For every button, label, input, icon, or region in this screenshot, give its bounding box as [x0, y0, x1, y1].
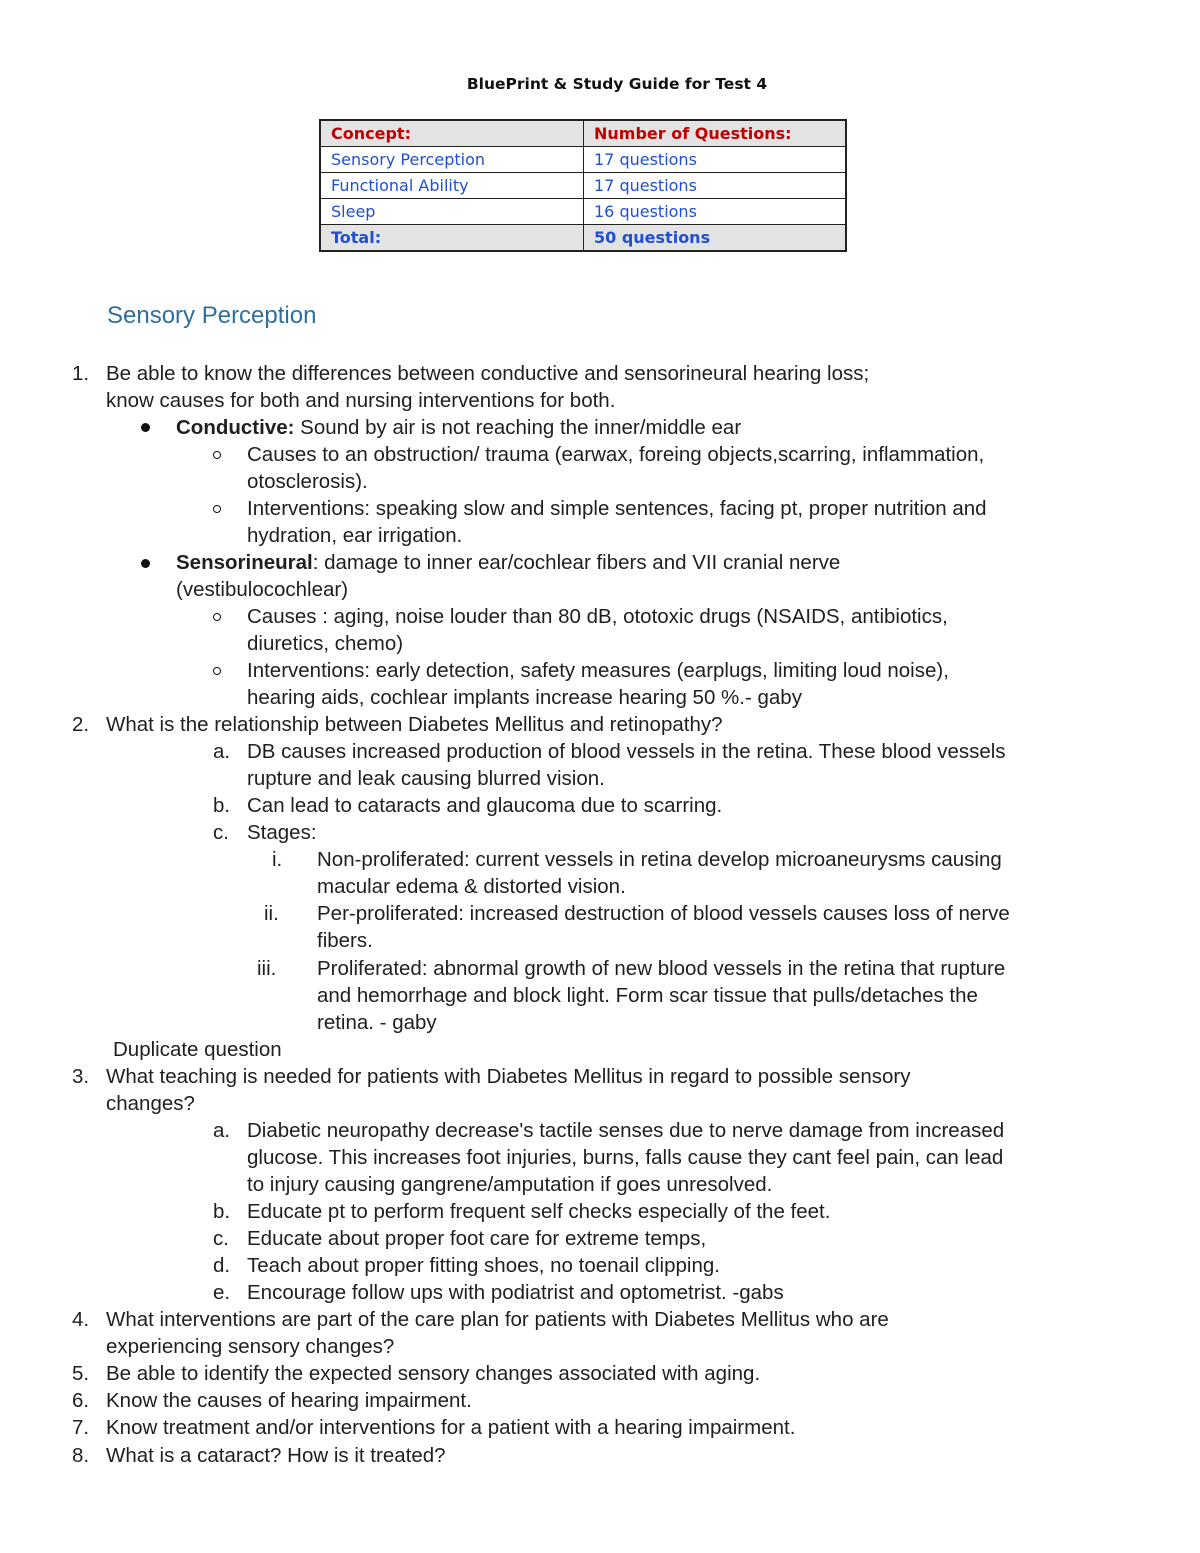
table-total-value: 50 questions: [584, 225, 847, 252]
sensorineural-text: (vestibulocochlear): [176, 578, 349, 601]
question-5-text: Be able to identify the expected sensory changes associated with aging.: [106, 1362, 761, 1385]
list-marker: 7.: [72, 1416, 90, 1439]
sensorineural-causes: diuretics, chemo): [247, 632, 404, 655]
table-cell-questions: 17 questions: [584, 147, 847, 173]
sensorineural-causes: Causes : aging, noise louder than 80 dB, ototoxic drugs (NSAIDS, antibiotics,: [247, 605, 948, 628]
table-cell-concept: Functional Ability: [320, 173, 584, 199]
sensorineural-text: : damage to inner ear/cochlear fibers and VII cranial nerve: [312, 551, 841, 574]
table-header-row: [320, 120, 846, 147]
bullet-icon: [141, 559, 150, 568]
list-item: Stages:: [247, 821, 317, 844]
list-item: rupture and leak causing blurred vision.: [247, 767, 605, 790]
list-item: to injury causing gangrene/amputation if goes unresolved.: [247, 1173, 773, 1196]
list-item: Encourage follow ups with podiatrist and optometrist. -gabs: [247, 1281, 784, 1304]
table-row: [320, 173, 846, 199]
conductive-label: Conductive:: [176, 416, 295, 439]
table-total-label: Total:: [320, 225, 584, 252]
list-item: Educate pt to perform frequent self checks especially of the feet.: [247, 1200, 831, 1223]
table-total-row: [320, 225, 846, 252]
duplicate-note: Duplicate question: [113, 1038, 282, 1061]
list-marker: 2.: [72, 713, 90, 736]
circle-bullet-icon: [213, 667, 221, 675]
bullet-conductive: [176, 415, 741, 441]
table-cell-questions: 16 questions: [584, 199, 847, 225]
table-cell-questions: 17 questions: [584, 173, 847, 199]
bullet-sensorineural: [176, 550, 840, 576]
conductive-causes: Causes to an obstruction/ trauma (earwax, foreing objects,scarring, inflammation,: [247, 443, 985, 466]
list-marker: d.: [213, 1254, 231, 1277]
page-title: BluePrint & Study Guide for Test 4: [466, 75, 768, 93]
conductive-text: Sound by air is not reaching the inner/middle ear: [294, 416, 742, 439]
question-3-text: What teaching is needed for patients with Diabetes Mellitus in regard to possible sensory: [106, 1065, 911, 1088]
question-1-text: Be able to know the differences between conductive and sensorineural hearing loss;: [106, 362, 870, 385]
table-header-concept: Concept:: [320, 120, 584, 147]
list-marker: c.: [213, 821, 229, 844]
list-marker: i.: [272, 848, 283, 871]
table-cell-concept: Sleep: [320, 199, 584, 225]
question-1-text: know causes for both and nursing interventions for both.: [106, 389, 616, 412]
bullet-icon: [141, 423, 150, 432]
circle-bullet-icon: [213, 613, 221, 621]
list-item: DB causes increased production of blood vessels in the retina. These blood vessels: [247, 740, 1006, 763]
question-3-text: changes?: [106, 1092, 195, 1115]
list-marker: b.: [213, 794, 231, 817]
list-item: Proliferated: abnormal growth of new blood vessels in the retina that rupture: [317, 957, 1006, 980]
list-marker: b.: [213, 1200, 231, 1223]
list-marker: 4.: [72, 1308, 90, 1331]
question-2-text: What is the relationship between Diabetes Mellitus and retinopathy?: [106, 713, 723, 736]
conductive-interventions: Interventions: speaking slow and simple sentences, facing pt, proper nutrition and: [247, 497, 987, 520]
sensorineural-interventions: hearing aids, cochlear implants increase hearing 50 %.- gaby: [247, 686, 802, 709]
list-item: glucose. This increases foot injuries, burns, falls cause they cant feel pain, can lead: [247, 1146, 1004, 1169]
section-heading: Sensory Perception: [107, 302, 317, 329]
question-4-text: What interventions are part of the care plan for patients with Diabetes Mellitus who are: [106, 1308, 889, 1331]
list-marker: a.: [213, 1119, 231, 1142]
list-marker: 1.: [72, 362, 90, 385]
sensorineural-label: Sensorineural: [176, 551, 313, 574]
list-marker: ii.: [264, 902, 279, 925]
list-marker: e.: [213, 1281, 231, 1304]
list-marker: iii.: [257, 957, 277, 980]
list-item: retina. - gaby: [317, 1011, 437, 1034]
list-item: and hemorrhage and block light. Form scar tissue that pulls/detaches the: [317, 984, 978, 1007]
list-item: macular edema & distorted vision.: [317, 875, 626, 898]
question-8-text: What is a cataract? How is it treated?: [106, 1444, 446, 1467]
table-row: [320, 199, 846, 225]
question-4-text: experiencing sensory changes?: [106, 1335, 395, 1358]
list-item: Diabetic neuropathy decrease's tactile senses due to nerve damage from increased: [247, 1119, 1005, 1142]
blueprint-table: [319, 119, 847, 252]
table-header-questions: Number of Questions:: [584, 120, 847, 147]
list-item: Teach about proper fitting shoes, no toenail clipping.: [247, 1254, 720, 1277]
list-marker: 8.: [72, 1444, 90, 1467]
list-item: Per-proliferated: increased destruction of blood vessels causes loss of nerve: [317, 902, 1010, 925]
question-6-text: Know the causes of hearing impairment.: [106, 1389, 472, 1412]
conductive-interventions: hydration, ear irrigation.: [247, 524, 463, 547]
list-marker: a.: [213, 740, 231, 763]
circle-bullet-icon: [213, 451, 221, 459]
table-row: [320, 147, 846, 173]
list-item: Educate about proper foot care for extreme temps,: [247, 1227, 707, 1250]
list-item: Non-proliferated: current vessels in retina develop microaneurysms causing: [317, 848, 1002, 871]
question-7-text: Know treatment and/or interventions for a patient with a hearing impairment.: [106, 1416, 796, 1439]
list-marker: 6.: [72, 1389, 90, 1412]
circle-bullet-icon: [213, 505, 221, 513]
list-marker: c.: [213, 1227, 229, 1250]
list-marker: 5.: [72, 1362, 90, 1385]
list-marker: 3.: [72, 1065, 90, 1088]
table-cell-concept: Sensory Perception: [320, 147, 584, 173]
conductive-causes: otosclerosis).: [247, 470, 368, 493]
list-item: Can lead to cataracts and glaucoma due to scarring.: [247, 794, 723, 817]
sensorineural-interventions: Interventions: early detection, safety measures (earplugs, limiting loud noise),: [247, 659, 949, 682]
list-item: fibers.: [317, 929, 373, 952]
